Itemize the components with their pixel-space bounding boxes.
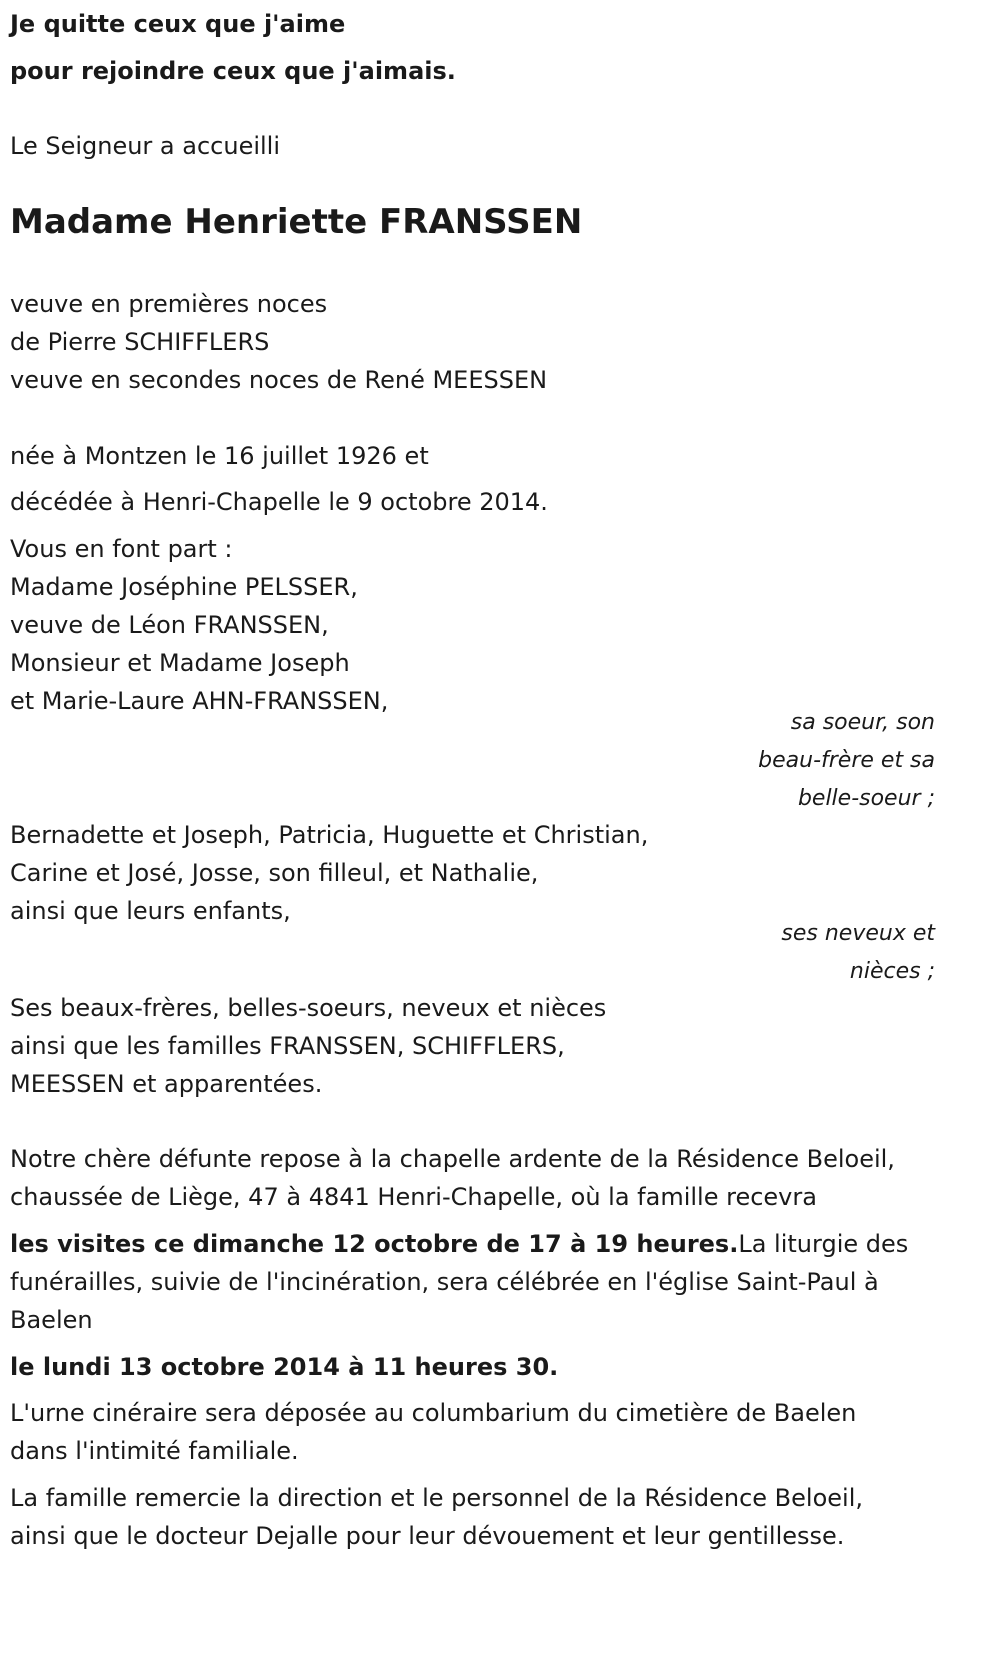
families-line-3: MEESSEN et apparentées.: [10, 1070, 323, 1098]
thanks-line-2: ainsi que le docteur Dejalle pour leur dévouement et leur gentillesse.: [10, 1522, 845, 1550]
relation1-line-1: sa soeur, son: [790, 710, 935, 735]
death-text: décédée à Henri-Chapelle le 9 octobre 2014.: [10, 488, 548, 516]
announce-line-2: Madame Joséphine PELSSER,: [10, 573, 358, 601]
visits-rest-text: La liturgie des: [738, 1230, 909, 1258]
relation2-line-2: nièces ;: [849, 959, 935, 984]
ceremony-date: le lundi 13 octobre 2014 à 11 heures 30.: [10, 1353, 559, 1381]
nephews-line-3: ainsi que leurs enfants,: [10, 897, 291, 925]
urn-line-1: L'urne cinéraire sera déposée au columbarium du cimetière de Baelen: [10, 1399, 857, 1427]
thanks-line-1: La famille remercie la direction et le personnel de la Résidence Beloeil,: [10, 1484, 863, 1512]
announce-line-1: Vous en font part :: [10, 535, 233, 563]
relation2-line-1: ses neveux et: [781, 921, 935, 946]
liturgy-line-1: funérailles, suivie de l'incinération, sera célébrée en l'église Saint-Paul à: [10, 1268, 879, 1296]
announce-line-3: veuve de Léon FRANSSEN,: [10, 611, 329, 639]
relation1-line-2: beau-frère et sa: [758, 748, 935, 773]
announce-line-4: Monsieur et Madame Joseph: [10, 649, 350, 677]
deceased-name: Madame Henriette FRANSSEN: [10, 202, 583, 242]
intro-text: Le Seigneur a accueilli: [10, 132, 281, 160]
families-line-1: Ses beaux-frères, belles-soeurs, neveux et nièces: [10, 994, 607, 1022]
nephews-line-2: Carine et José, Josse, son filleul, et Nathalie,: [10, 859, 539, 887]
nephews-line-1: Bernadette et Joseph, Patricia, Huguette et Christian,: [10, 821, 649, 849]
epigraph-line-2: pour rejoindre ceux que j'aimais.: [10, 57, 456, 85]
repose-line-1: Notre chère défunte repose à la chapelle ardente de la Résidence Beloeil,: [10, 1145, 895, 1173]
widow-line-2: de Pierre SCHIFFLERS: [10, 328, 270, 356]
urn-line-2: dans l'intimité familiale.: [10, 1437, 299, 1465]
visits-line: [10, 1224, 908, 1264]
liturgy-line-2: Baelen: [10, 1306, 93, 1334]
repose-line-2: chaussée de Liège, 47 à 4841 Henri-Chapelle, où la famille recevra: [10, 1183, 817, 1211]
families-line-2: ainsi que les familles FRANSSEN, SCHIFFLERS,: [10, 1032, 565, 1060]
birth-text: née à Montzen le 16 juillet 1926 et: [10, 442, 429, 470]
epigraph-line-1: Je quitte ceux que j'aime: [10, 10, 346, 38]
visits-bold-text: les visites ce dimanche 12 octobre de 17 à 19 heures.: [10, 1230, 739, 1258]
widow-line-3: veuve en secondes noces de René MEESSEN: [10, 366, 548, 394]
relation1-line-3: belle-soeur ;: [797, 786, 935, 811]
widow-line-1: veuve en premières noces: [10, 290, 328, 318]
announce-line-5: et Marie-Laure AHN-FRANSSEN,: [10, 687, 389, 715]
